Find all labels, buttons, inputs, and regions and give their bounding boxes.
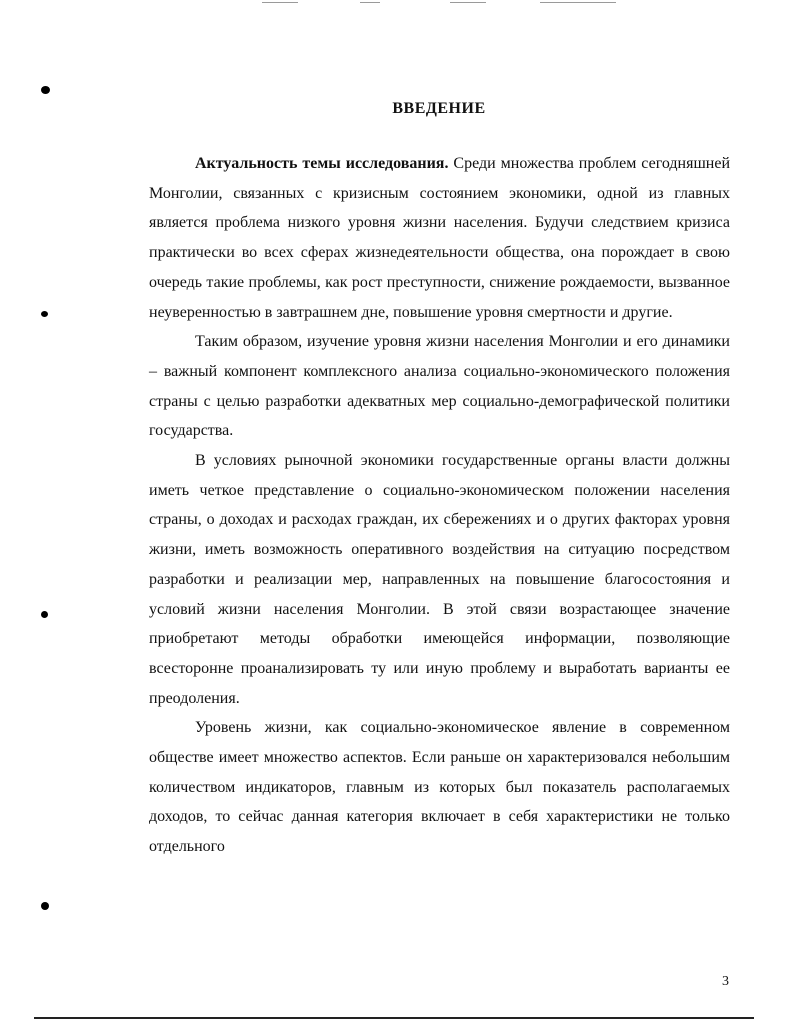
- page-number: 3: [722, 974, 729, 989]
- paragraph-market-economy: В условиях рыночной экономики государственные органы власти должны иметь четкое представление о социально-экономическом положении населения страны, о доходах и расходах граждан, их сбережениях и о других факторах уровня жизни, иметь возможность оперативного воздействия на ситуацию посредством разработки и реализации мер, направленных на повышение благосостояния и условий жизни населения Монголии. В этой связи возрастающее значение приобретают методы обработки имеющейся информации, позволяющие всесторонне проанализировать ту или иную проблему и выработать варианты ее преодоления.: [149, 452, 730, 707]
- document-body: [149, 149, 730, 862]
- paragraph-lead: Актуальность темы исследования.: [195, 155, 449, 172]
- binding-hole-mark: [41, 902, 49, 910]
- paragraph-text: Среди множества проблем сегодняшней Монголии, связанных с кризисным состоянием экономики, одной из главных является проблема низкого уровня жизни населения. Будучи следствием кризиса практически во всех сферах жизнедеятельности общества, она порождает в свою очередь такие проблемы, как рост преступности, снижение рождаемости, вызванное неуверенностью в завтрашнем дне, повышение уровня смертности и другие.: [149, 155, 731, 321]
- scan-artifact-top: [360, 2, 380, 3]
- binding-hole-mark: [41, 311, 48, 317]
- paragraph-study-scope: Таким образом, изучение уровня жизни населения Монголии и его динамики – важный компонент комплексного анализа социально-экономического положения страны с целью разработки адекватных мер социально-демографической политики государства.: [149, 333, 730, 440]
- scan-artifact-top: [450, 2, 486, 3]
- paragraph-living-standard: Уровень жизни, как социально-экономическое явление в современном обществе имеет множество аспектов. Если раньше он характеризовался небольшим количеством индикаторов, главным из которых был показатель располагаемых доходов, то сейчас данная категория включает в себя характеристики не только отдельного: [149, 719, 730, 856]
- binding-hole-mark: [41, 86, 50, 94]
- page-title: ВВЕДЕНИЕ: [392, 100, 486, 117]
- scan-artifact-top: [540, 2, 616, 3]
- scan-artifact-top: [262, 2, 298, 3]
- binding-hole-mark: [41, 611, 48, 618]
- paragraph-relevance: [149, 149, 730, 327]
- bottom-edge-line: [34, 1017, 754, 1019]
